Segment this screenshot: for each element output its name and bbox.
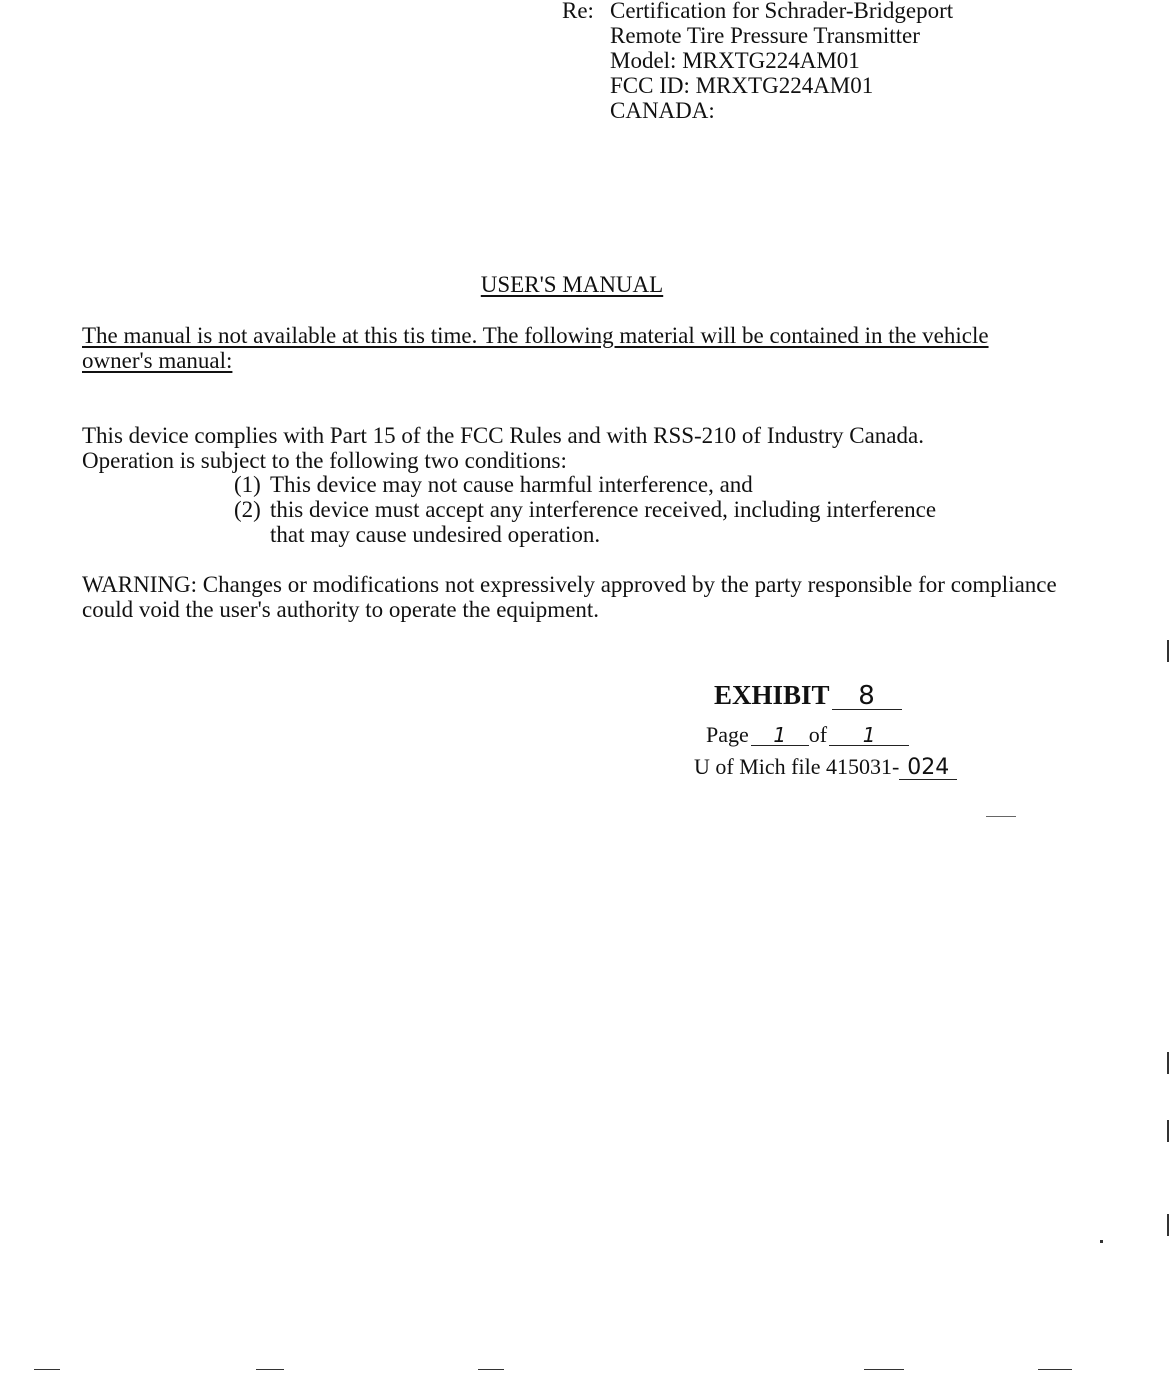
scan-artifact	[1167, 640, 1169, 662]
page-row	[706, 722, 909, 748]
exhibit-row	[714, 680, 902, 711]
page-label: Page	[706, 722, 749, 747]
intro-paragraph: The manual is not available at this tis time. The following material will be contained in the vehicle owner's manual:	[82, 323, 989, 373]
scan-artifact	[1167, 1214, 1169, 1236]
scan-artifact	[34, 1369, 60, 1370]
scan-artifact	[1038, 1369, 1072, 1370]
compliance-statement	[82, 423, 1082, 473]
condition-item	[234, 472, 1034, 497]
re-line-model: Model: MRXTG224AM01	[610, 48, 860, 73]
condition-text-continued: that may cause undesired operation.	[270, 522, 601, 547]
conditions-list	[234, 472, 1034, 547]
file-label: U of Mich file 415031-	[694, 754, 900, 779]
exhibit-number: 8	[832, 683, 902, 710]
condition-item	[234, 497, 1034, 522]
scan-artifact	[1167, 1052, 1169, 1074]
page-total: 1	[829, 725, 909, 746]
scan-artifact	[986, 816, 1016, 817]
of-label: of	[808, 722, 828, 747]
re-label: Re:	[562, 0, 594, 23]
re-line-fcc-id: FCC ID: MRXTG224AM01	[610, 73, 874, 98]
compliance-line-1: This device complies with Part 15 of the FCC Rules and with RSS-210 of Industry Canada.	[82, 423, 924, 448]
file-row	[694, 754, 957, 780]
re-line-canada: CANADA:	[610, 98, 715, 123]
warning-paragraph: WARNING: Changes or modifications not expressively approved by the party responsible for compliance could void the user's authority to operate the equipment.	[82, 572, 1057, 622]
file-suffix: 024	[899, 757, 957, 780]
document-title: USER'S MANUAL	[480, 272, 664, 297]
re-lines	[610, 0, 953, 123]
scan-artifact	[256, 1369, 284, 1370]
re-line-product: Remote Tire Pressure Transmitter	[610, 23, 920, 48]
scan-artifact	[478, 1369, 504, 1370]
condition-text: this device must accept any interference received, including interference	[270, 497, 937, 522]
condition-number: (1)	[234, 472, 261, 497]
compliance-line-2: Operation is subject to the following two conditions:	[82, 448, 567, 473]
condition-text: This device may not cause harmful interference, and	[270, 472, 753, 497]
re-line-certification: Certification for Schrader-Bridgeport	[610, 0, 954, 23]
scan-artifact	[864, 1369, 904, 1370]
scan-artifact	[1100, 1240, 1103, 1243]
exhibit-label: EXHIBIT	[714, 680, 830, 710]
exhibit-stamp	[690, 676, 1010, 786]
page-number: 1	[751, 725, 809, 746]
re-block	[562, 0, 953, 123]
condition-continuation	[234, 522, 1034, 547]
condition-number: (2)	[234, 497, 261, 522]
scan-artifact	[1167, 1120, 1169, 1142]
